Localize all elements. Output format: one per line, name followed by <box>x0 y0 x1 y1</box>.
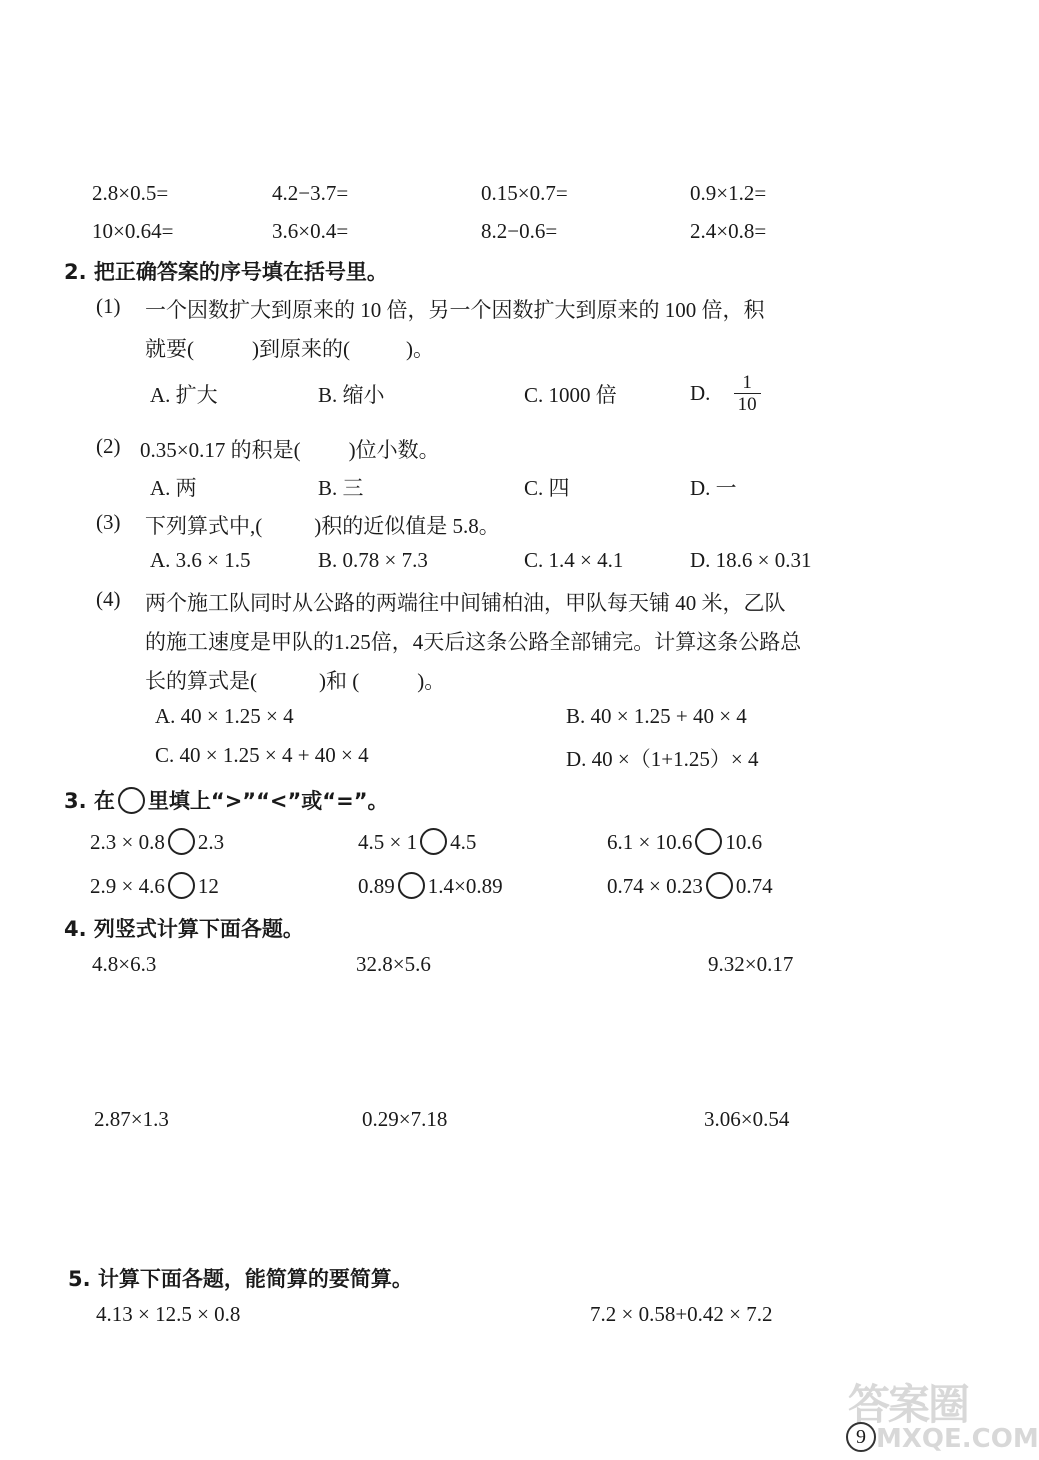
page-number: 9 <box>846 1422 876 1452</box>
simplify-item: 7.2 × 0.58+0.42 × 7.2 <box>590 1302 773 1326</box>
calc-item: 10×0.64= <box>92 219 174 243</box>
question-text-part: 下列算式中,( <box>145 514 263 538</box>
vertical-calc-item: 9.32×0.17 <box>708 952 794 976</box>
question-text-part: )。 <box>417 669 446 693</box>
circle-icon <box>118 787 145 814</box>
question-text <box>145 665 445 695</box>
option-c: C. 四 <box>524 476 570 500</box>
question-text-part: 长的算式是( <box>145 669 257 693</box>
option-d: D. 一 <box>690 476 737 500</box>
calc-item: 2.4×0.8= <box>690 219 767 243</box>
vertical-calc-item: 0.29×7.18 <box>362 1107 448 1131</box>
compare-right: 4.5 <box>450 830 477 854</box>
compare-item <box>90 872 219 899</box>
compare-left: 4.5 × 1 <box>358 830 418 854</box>
compare-item <box>90 828 224 855</box>
option-b: B. 三 <box>318 476 364 500</box>
calc-item: 0.15×0.7= <box>481 181 568 205</box>
section-heading <box>64 785 389 815</box>
compare-item <box>607 872 773 899</box>
vertical-calc-item: 2.87×1.3 <box>94 1107 169 1131</box>
option-b: B. 缩小 <box>318 383 385 407</box>
compare-circle[interactable] <box>695 828 722 855</box>
compare-item <box>358 872 503 899</box>
option-d <box>690 372 761 415</box>
section-heading-part: 3. 在 <box>64 789 115 813</box>
vertical-calc-item: 3.06×0.54 <box>704 1107 790 1131</box>
compare-left: 2.3 × 0.8 <box>90 830 165 854</box>
fraction <box>734 372 761 415</box>
watermark-logo: 答案圈 <box>848 1380 969 1429</box>
question-text-part: )和 ( <box>319 669 360 693</box>
compare-right: 1.4×0.89 <box>427 874 503 898</box>
question-number: (3) <box>96 510 121 534</box>
compare-circle[interactable] <box>706 872 733 899</box>
simplify-item: 4.13 × 12.5 × 0.8 <box>96 1302 241 1326</box>
option-a: A. 两 <box>150 476 197 500</box>
compare-circle[interactable] <box>168 828 195 855</box>
compare-item <box>607 828 762 855</box>
section-heading: 2. 把正确答案的序号填在括号里。 <box>64 260 388 284</box>
question-text-part: )积的近似值是 5.8。 <box>314 514 500 538</box>
question-text-part: )。 <box>406 337 434 361</box>
question-text: 两个施工队同时从公路的两端往中间铺柏油，甲队每天铺 40 米，乙队 <box>145 591 786 615</box>
option-d-label: D. <box>690 381 711 405</box>
question-text-part: 就要( <box>145 337 194 361</box>
compare-circle[interactable] <box>420 828 447 855</box>
vertical-calc-item: 4.8×6.3 <box>92 952 157 976</box>
compare-right: 0.74 <box>735 874 773 898</box>
question-text-part: 0.35×0.17 的积是( <box>140 438 301 462</box>
section-heading: 4. 列竖式计算下面各题。 <box>64 917 304 941</box>
option-c: C. 1000 倍 <box>524 383 617 407</box>
fraction-numerator: 1 <box>734 372 761 394</box>
option-a: A. 40 × 1.25 × 4 <box>155 704 294 728</box>
calc-item: 4.2−3.7= <box>272 181 349 205</box>
compare-right: 2.3 <box>197 830 225 854</box>
question-text-part: )位小数。 <box>348 438 440 462</box>
fraction-denominator: 10 <box>737 394 757 415</box>
option-b: B. 0.78 × 7.3 <box>318 548 428 572</box>
compare-left: 0.89 <box>358 874 395 898</box>
question-text-part: )到原来的( <box>252 337 350 361</box>
compare-right: 12 <box>197 874 219 898</box>
section-heading: 5. 计算下面各题，能简算的要简算。 <box>68 1267 413 1291</box>
option-c: C. 1.4 × 4.1 <box>524 548 624 572</box>
compare-circle[interactable] <box>168 872 195 899</box>
question-number: (1) <box>96 294 121 318</box>
section-heading-part: 里填上“>”“<”或“=”。 <box>147 789 389 813</box>
compare-item <box>358 828 476 855</box>
compare-left: 6.1 × 10.6 <box>607 830 693 854</box>
watermark-url: MXQE.COM <box>876 1424 1039 1454</box>
compare-left: 2.9 × 4.6 <box>90 874 165 898</box>
calc-item: 0.9×1.2= <box>690 181 767 205</box>
compare-left: 0.74 × 0.23 <box>607 874 703 898</box>
question-number: (2) <box>96 434 121 458</box>
question-text: 的施工速度是甲队的1.25倍，4天后这条公路全部铺完。计算这条公路总 <box>145 630 802 654</box>
option-b: B. 40 × 1.25 + 40 × 4 <box>566 704 747 728</box>
option-a: A. 扩大 <box>150 383 218 407</box>
option-a: A. 3.6 × 1.5 <box>150 548 251 572</box>
compare-right: 10.6 <box>725 830 763 854</box>
compare-circle[interactable] <box>398 872 425 899</box>
question-text <box>145 333 434 363</box>
question-text <box>145 510 500 540</box>
question-number: (4) <box>96 587 121 611</box>
calc-item: 3.6×0.4= <box>272 219 349 243</box>
calc-item: 2.8×0.5= <box>92 181 169 205</box>
option-d: D. 40 ×（1+1.25）× 4 <box>566 747 759 771</box>
question-text: 一个因数扩大到原来的 10 倍，另一个因数扩大到原来的 100 倍，积 <box>145 298 765 322</box>
vertical-calc-item: 32.8×5.6 <box>356 952 431 976</box>
calc-item: 8.2−0.6= <box>481 219 558 243</box>
option-c: C. 40 × 1.25 × 4 + 40 × 4 <box>155 743 369 767</box>
question-text <box>140 434 440 464</box>
option-d: D. 18.6 × 0.31 <box>690 548 812 572</box>
